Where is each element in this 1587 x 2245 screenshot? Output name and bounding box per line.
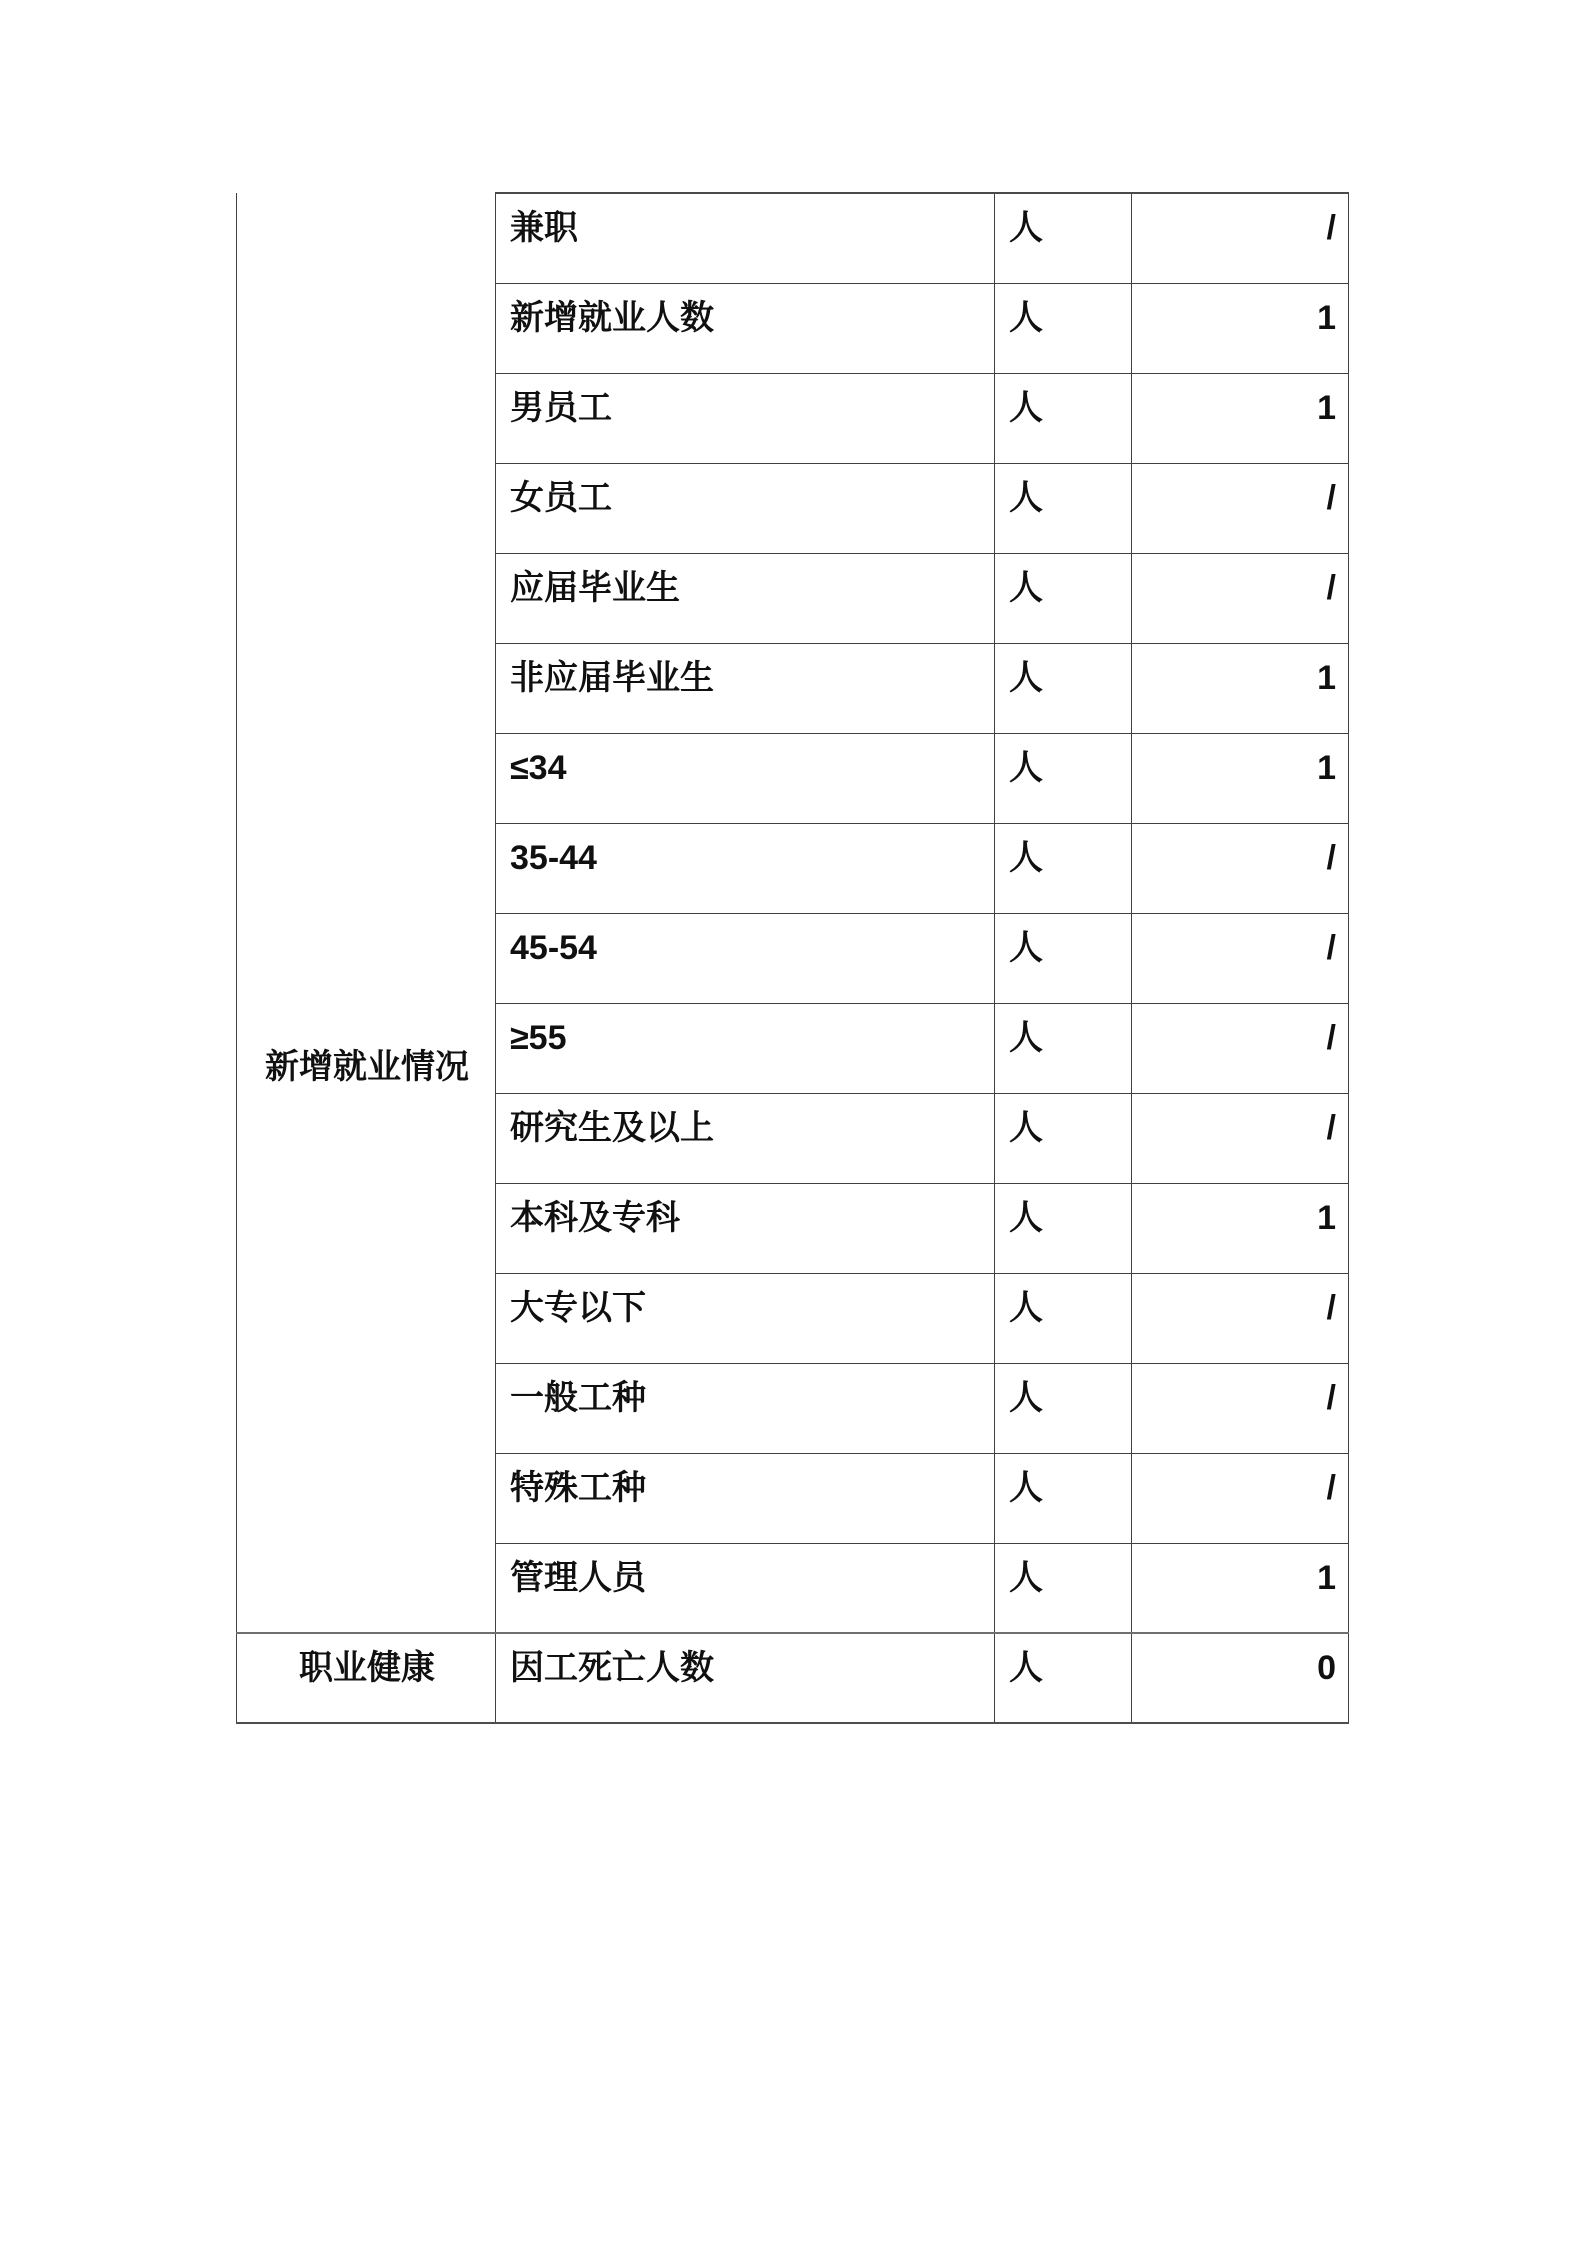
row-label-cell: 研究生及以上 <box>496 1093 995 1183</box>
category-cell: 新增就业情况 <box>237 193 496 1633</box>
value-cell: / <box>1132 1363 1349 1453</box>
employment-metrics-table <box>236 192 1349 1724</box>
unit-cell: 人 <box>995 283 1132 373</box>
row-label-cell: 非应届毕业生 <box>496 643 995 733</box>
value-cell: / <box>1132 1453 1349 1543</box>
row-label-cell: 本科及专科 <box>496 1183 995 1273</box>
value-cell: / <box>1132 1093 1349 1183</box>
unit-cell: 人 <box>995 823 1132 913</box>
unit-cell: 人 <box>995 553 1132 643</box>
unit-cell: 人 <box>995 1453 1132 1543</box>
unit-cell: 人 <box>995 1003 1132 1093</box>
row-label-cell: 因工死亡人数 <box>496 1633 995 1723</box>
unit-cell: 人 <box>995 1093 1132 1183</box>
unit-cell: 人 <box>995 1363 1132 1453</box>
value-cell: 0 <box>1132 1633 1349 1723</box>
unit-cell: 人 <box>995 1633 1132 1723</box>
row-label-cell: 大专以下 <box>496 1273 995 1363</box>
row-label-cell: 35-44 <box>496 823 995 913</box>
row-label-cell: 新增就业人数 <box>496 283 995 373</box>
unit-cell: 人 <box>995 1543 1132 1633</box>
value-cell: 1 <box>1132 373 1349 463</box>
row-label-cell: 女员工 <box>496 463 995 553</box>
row-label-cell: 特殊工种 <box>496 1453 995 1543</box>
value-cell: / <box>1132 193 1349 283</box>
table-body <box>237 193 1349 1723</box>
unit-cell: 人 <box>995 733 1132 823</box>
value-cell: / <box>1132 463 1349 553</box>
row-label-cell: ≤34 <box>496 733 995 823</box>
value-cell: 1 <box>1132 1543 1349 1633</box>
value-cell: / <box>1132 553 1349 643</box>
value-cell: / <box>1132 913 1349 1003</box>
unit-cell: 人 <box>995 373 1132 463</box>
value-cell: / <box>1132 823 1349 913</box>
row-label-cell: 45-54 <box>496 913 995 1003</box>
category-cell: 职业健康 <box>237 1633 496 1723</box>
unit-cell: 人 <box>995 1273 1132 1363</box>
row-label-cell: 男员工 <box>496 373 995 463</box>
value-cell: 1 <box>1132 1183 1349 1273</box>
row-label-cell: 管理人员 <box>496 1543 995 1633</box>
unit-cell: 人 <box>995 193 1132 283</box>
table-row <box>237 1633 1349 1723</box>
unit-cell: 人 <box>995 643 1132 733</box>
unit-cell: 人 <box>995 1183 1132 1273</box>
value-cell: 1 <box>1132 643 1349 733</box>
value-cell: / <box>1132 1003 1349 1093</box>
row-label-cell: 一般工种 <box>496 1363 995 1453</box>
table-row <box>237 193 1349 283</box>
unit-cell: 人 <box>995 913 1132 1003</box>
row-label-cell: ≥55 <box>496 1003 995 1093</box>
unit-cell: 人 <box>995 463 1132 553</box>
value-cell: 1 <box>1132 283 1349 373</box>
value-cell: 1 <box>1132 733 1349 823</box>
row-label-cell: 兼职 <box>496 193 995 283</box>
row-label-cell: 应届毕业生 <box>496 553 995 643</box>
value-cell: / <box>1132 1273 1349 1363</box>
